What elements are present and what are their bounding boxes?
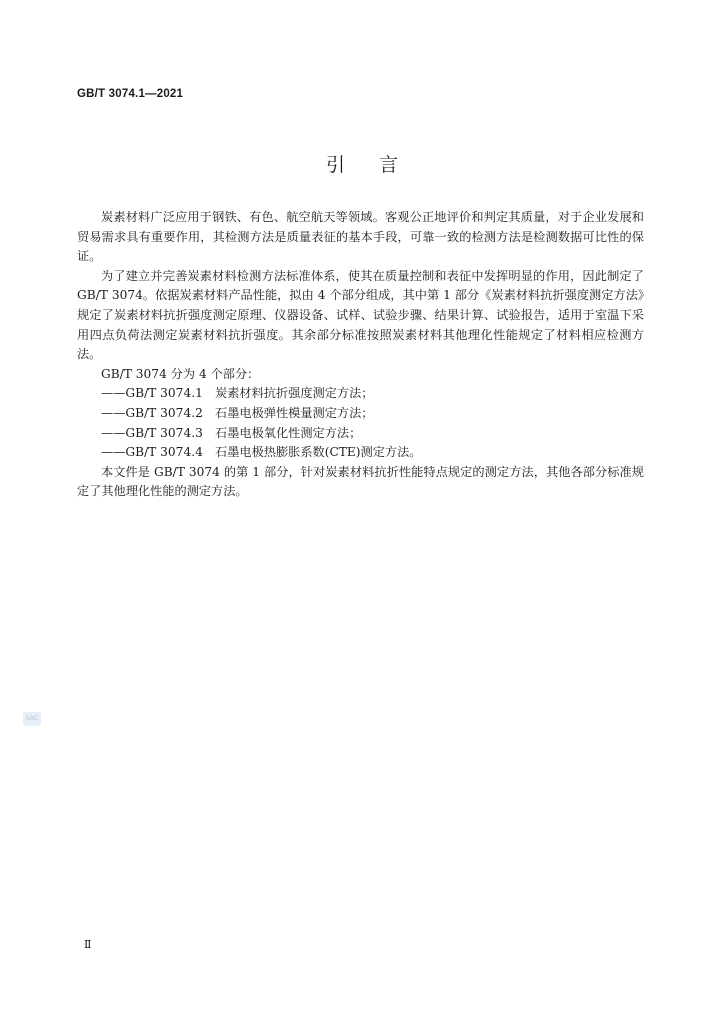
paragraph-purpose: 为了建立并完善炭素材料检测方法标准体系，使其在质量控制和表征中发挥明显的作用，因此制定了 GB/T 3074。依据炭素材料产品性能，拟由 4 个部分组成，其中第 1 部分《炭素材料抗折强度测定方法》规定了炭素材料抗折强度测定原理、仪器设备、试样、试验步骤、结果计算、试验报告，适用于室温下采用四点负荷法测定炭素材料抗折强度。其余部分标准按照炭素材料其他理化性能规定了材料相应检测方法。 <box>77 268 644 362</box>
list-item: ——GB/T 3074.3 石墨电极氧化性测定方法； <box>101 425 362 440</box>
document-code: GB/T 3074.1—2021 <box>77 88 184 100</box>
paragraph-scope: 本文件是 GB/T 3074 的第 1 部分，针对炭素材料抗折性能特点规定的测定方法，其他各部分标准规定了其他理化性能的测定方法。 <box>77 464 644 499</box>
page-title: 引言 <box>325 154 432 176</box>
document-body <box>77 208 644 502</box>
list-item: ——GB/T 3074.1 炭素材料抗折强度测定方法； <box>101 386 374 401</box>
paragraph-parts-intro: GB/T 3074 分为 4 个部分： <box>101 366 260 381</box>
list-item: ——GB/T 3074.2 石墨电极弹性模量测定方法； <box>101 405 374 420</box>
paragraph-intro: 炭素材料广泛应用于钢铁、有色、航空航天等领域。客观公正地评价和判定其质量，对于企业发展和贸易需求具有重要作用，其检测方法是质量表征的基本手段，可靠一致的检测方法是检测数据可比性的保证。 <box>77 210 644 264</box>
watermark-logo: SAC <box>23 712 41 726</box>
list-item: ——GB/T 3074.4 石墨电极热膨胀系数(CTE)测定方法。 <box>101 445 422 460</box>
page-number: Ⅱ <box>84 938 92 951</box>
